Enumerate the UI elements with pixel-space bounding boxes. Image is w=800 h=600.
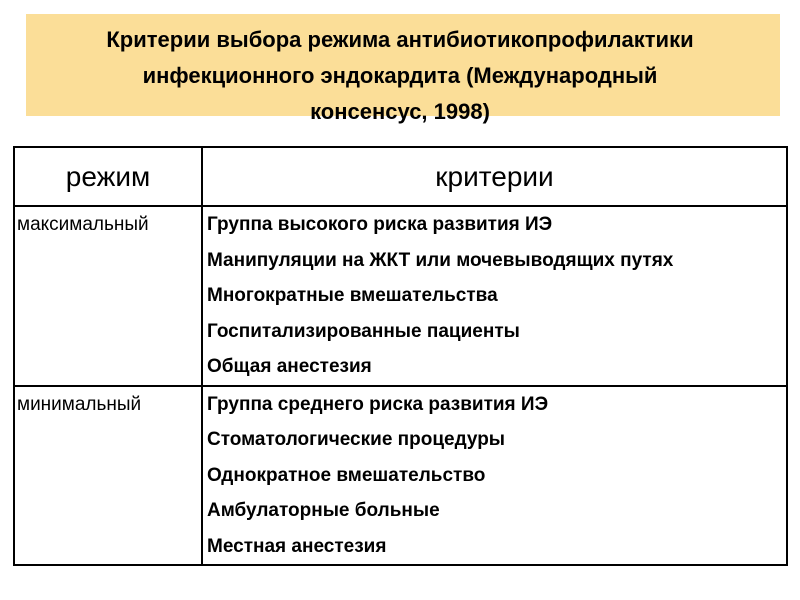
title-line-2: инфекционного эндокардита (Международный (142, 63, 658, 88)
criteria-cell (202, 386, 787, 566)
criterion-item: Группа высокого риска развития ИЭ (207, 214, 553, 235)
criteria-list (203, 207, 786, 385)
header-criteria: критерии (202, 147, 787, 206)
title-line-1: Критерии выбора режима антибиотикопрофилактики (106, 27, 694, 52)
criterion-item: Группа среднего риска развития ИЭ (207, 393, 549, 415)
mode-label: минимальный (17, 393, 142, 415)
slide-title (0, 22, 800, 130)
criterion-item: Госпитализированные пациенты (207, 320, 520, 342)
criteria-list (203, 387, 786, 565)
mode-label: максимальный (17, 214, 149, 235)
criterion-item: Местная анестезия (207, 535, 387, 557)
criterion-item: Однократное вмешательство (207, 464, 486, 486)
criterion-item: Манипуляции на ЖКТ или мочевыводящих путях (207, 249, 674, 271)
criteria-cell (202, 206, 787, 386)
criterion-item: Стоматологические процедуры (207, 429, 506, 450)
table-row-maximal (14, 206, 787, 386)
title-line-3: консенсус, 1998) (310, 99, 490, 124)
criteria-table (13, 146, 788, 566)
header-row (14, 147, 787, 206)
criterion-item: Амбулаторные больные (207, 500, 440, 521)
criterion-item: Общая анестезия (207, 356, 372, 377)
table-row-minimal (14, 386, 787, 566)
header-mode: режим (14, 147, 202, 206)
mode-cell (14, 206, 202, 386)
mode-cell (14, 386, 202, 566)
criterion-item: Многократные вмешательства (207, 285, 498, 306)
